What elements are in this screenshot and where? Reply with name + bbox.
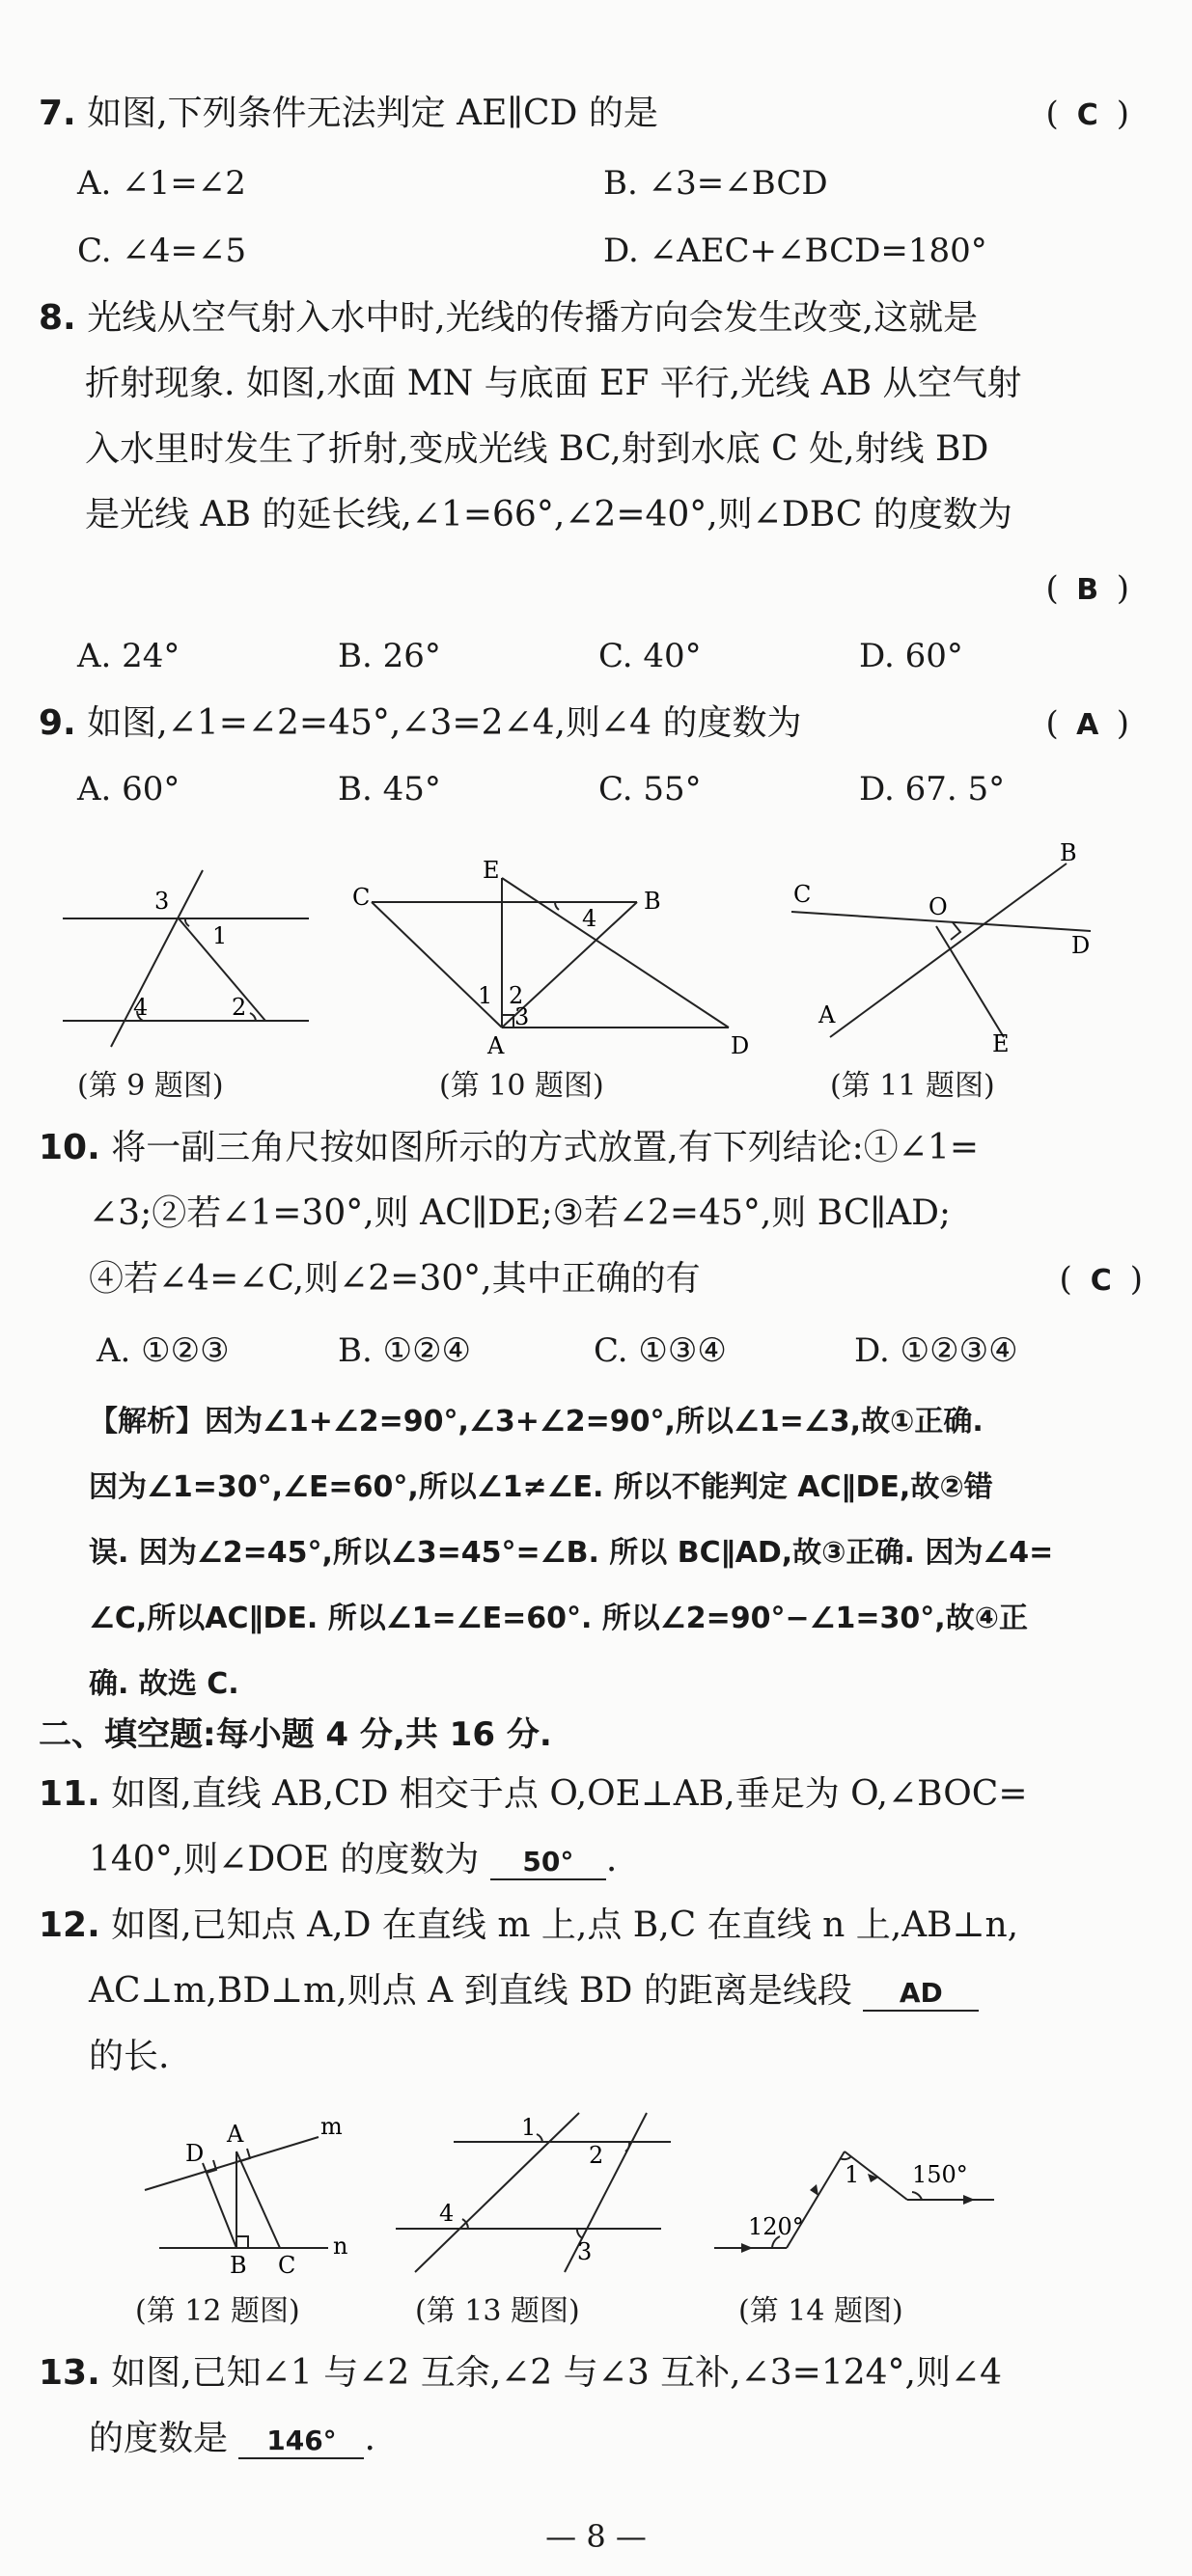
fig10-label-3: 3 <box>514 1003 530 1030</box>
q9-number: 9. <box>39 703 76 743</box>
fig9-label-2: 2 <box>232 994 247 1021</box>
fig12-label-n: n <box>333 2233 348 2260</box>
fig13-label-4: 4 <box>439 2200 455 2227</box>
fig11-label-e: E <box>992 1030 1010 1057</box>
figure-q14 <box>705 2103 1013 2287</box>
fig12-label-d: D <box>185 2140 205 2167</box>
q8-line4: 是光线 AB 的延长线,∠1=66°,∠2=40°,则∠DBC 的度数为 <box>85 495 1012 534</box>
q10-analysis: 【解析】因为∠1+∠2=90°,∠3+∠2=90°,所以∠1=∠3,故①正确. 因为∠1=30°,∠E=60°,所以∠1≠∠E. 所以不能判定 AC∥DE,故②错 误. 因为∠2=45°,所以∠3=45°=∠B. 所以 BC∥AD,故③正确. 因为∠4= ∠C,所以AC∥DE. 所以∠1=∠E=60°. 所以∠2=90°−∠1=30°,故④正 确. 故选 C. <box>89 1405 1054 1701</box>
caption-q11: (第 11 题图) <box>830 1069 995 1103</box>
q7-answer: ( C ) <box>1045 95 1129 133</box>
q11-number: 11. <box>39 1774 100 1814</box>
q12-line2: AC⊥m,BD⊥m,则点 A 到直线 BD 的距离是线段 AD <box>89 1972 1192 2012</box>
q11-line2: 140°,则∠DOE 的度数为 50° . <box>89 1840 618 1879</box>
q7-stem <box>39 95 1158 133</box>
fig14-label-150: 150° <box>912 2161 968 2188</box>
q10-line3: ④若∠4=∠C,则∠2=30°,其中正确的有 ( C ) <box>89 1259 1143 1299</box>
fig10-label-2: 2 <box>509 982 524 1009</box>
caption-q13: (第 13 题图) <box>415 2294 580 2328</box>
q8-line3: 入水里时发生了折射,变成光线 BC,射到水底 C 处,射线 BD <box>85 429 989 469</box>
q8-number: 8. <box>39 298 76 338</box>
fig13-label-2: 2 <box>589 2142 604 2169</box>
fig14-label-1: 1 <box>845 2161 860 2188</box>
q9-option-b: B. 45° <box>338 770 441 808</box>
q10-number: 10. <box>39 1128 100 1167</box>
section-fill-blank-title: 二、填空题:每小题 4 分,共 16 分. <box>39 1715 552 1754</box>
fig9-label-4: 4 <box>133 994 149 1021</box>
q13-number: 13. <box>39 2353 100 2393</box>
q13-line2: 的度数是 146° . <box>89 2419 375 2458</box>
fig10-label-c: C <box>352 884 371 911</box>
fig11-label-c: C <box>793 881 812 908</box>
q10-line2: ∠3;②若∠1=30°,则 AC∥DE;③若∠2=45°,则 BC∥AD; <box>89 1193 952 1233</box>
q9-option-a: A. 60° <box>77 770 180 808</box>
fig12-label-a: A <box>227 2121 244 2148</box>
q8-option-a: A. 24° <box>77 637 180 675</box>
q10-option-b: B. ①②④ <box>338 1331 472 1370</box>
q11-line1: 11. 如图,直线 AB,CD 相交于点 O,OE⊥AB,垂足为 O,∠BOC= <box>39 1774 1028 1814</box>
fig9-label-1: 1 <box>212 922 228 949</box>
q9-answer: ( A ) <box>1045 704 1129 743</box>
fig13-label-1: 1 <box>521 2114 537 2141</box>
figure-q9 <box>58 849 338 1071</box>
q10-option-c: C. ①③④ <box>594 1331 727 1370</box>
q11-answer-blank: 50° <box>490 1846 606 1880</box>
fig10-label-b: B <box>644 888 661 915</box>
fig10-label-e: E <box>483 857 500 884</box>
caption-q10: (第 10 题图) <box>439 1069 604 1103</box>
figure-q13 <box>386 2103 705 2287</box>
fig13-label-3: 3 <box>577 2238 593 2265</box>
fig11-label-b: B <box>1060 839 1077 866</box>
q8-answer: ( B ) <box>1045 569 1129 608</box>
q13-answer-blank: 146° <box>238 2425 364 2459</box>
figure-q12 <box>135 2103 386 2287</box>
q12-line1: 12. 如图,已知点 A,D 在直线 m 上,点 B,C 在直线 n 上,AB⊥n, <box>39 1905 1019 1945</box>
q12-answer-blank: AD <box>863 1977 979 2012</box>
q8-option-d: D. 60° <box>859 637 963 675</box>
q7-option-a: A. ∠1=∠2 <box>77 164 246 203</box>
fig11-label-d: D <box>1071 932 1091 959</box>
figure-q11 <box>772 839 1129 1071</box>
fig12-label-c: C <box>278 2252 296 2279</box>
q7-option-d: D. ∠AEC+∠BCD=180° <box>603 232 987 270</box>
fig12-label-m: m <box>320 2113 343 2140</box>
q10-option-a: A. ①②③ <box>97 1331 230 1370</box>
fig11-label-a: A <box>818 1001 836 1028</box>
q7-option-c: C. ∠4=∠5 <box>77 232 247 270</box>
fig14-label-120: 120° <box>748 2213 804 2240</box>
caption-q12: (第 12 题图) <box>135 2294 300 2328</box>
page-number: — 8 — <box>545 2518 647 2555</box>
figure-q10 <box>343 849 767 1071</box>
q13-line1: 13. 如图,已知∠1 与∠2 互余,∠2 与∠3 互补,∠3=124°,则∠4 <box>39 2353 1003 2393</box>
q8-option-b: B. 26° <box>338 637 441 675</box>
q10-line1: 10. 将一副三角尺按如图所示的方式放置,有下列结论:①∠1= <box>39 1128 980 1167</box>
q12-number: 12. <box>39 1905 100 1945</box>
q12-line3: 的长. <box>89 2037 170 2076</box>
q10-answer: ( C ) <box>1059 1260 1143 1299</box>
q8-line2: 折射现象. 如图,水面 MN 与底面 EF 平行,光线 AB 从空气射 <box>85 364 1022 403</box>
q8-option-c: C. 40° <box>598 637 702 675</box>
fig9-label-3: 3 <box>154 888 170 915</box>
caption-q9: (第 9 题图) <box>77 1069 224 1103</box>
fig10-label-a: A <box>487 1032 505 1059</box>
q9-option-c: C. 55° <box>598 770 702 808</box>
fig11-label-o: O <box>929 893 948 920</box>
q7-option-b: B. ∠3=∠BCD <box>603 164 828 203</box>
q9-option-d: D. 67. 5° <box>859 770 1006 808</box>
fig10-label-d: D <box>731 1032 750 1059</box>
fig10-label-1: 1 <box>478 982 493 1009</box>
q7-number: 7. <box>39 94 76 133</box>
fig12-label-b: B <box>230 2252 247 2279</box>
q8-line1: 8. 光线从空气射入水中时,光线的传播方向会发生改变,这就是 <box>39 298 979 338</box>
q10-option-d: D. ①②③④ <box>854 1331 1018 1370</box>
caption-q14: (第 14 题图) <box>738 2294 903 2328</box>
q7-text: 如图,下列条件无法判定 AE∥CD 的是 <box>87 94 658 133</box>
q9-stem: 9. 如图,∠1=∠2=45°,∠3=2∠4,则∠4 的度数为 ( A ) <box>39 703 1129 743</box>
fig10-label-4: 4 <box>582 905 597 932</box>
